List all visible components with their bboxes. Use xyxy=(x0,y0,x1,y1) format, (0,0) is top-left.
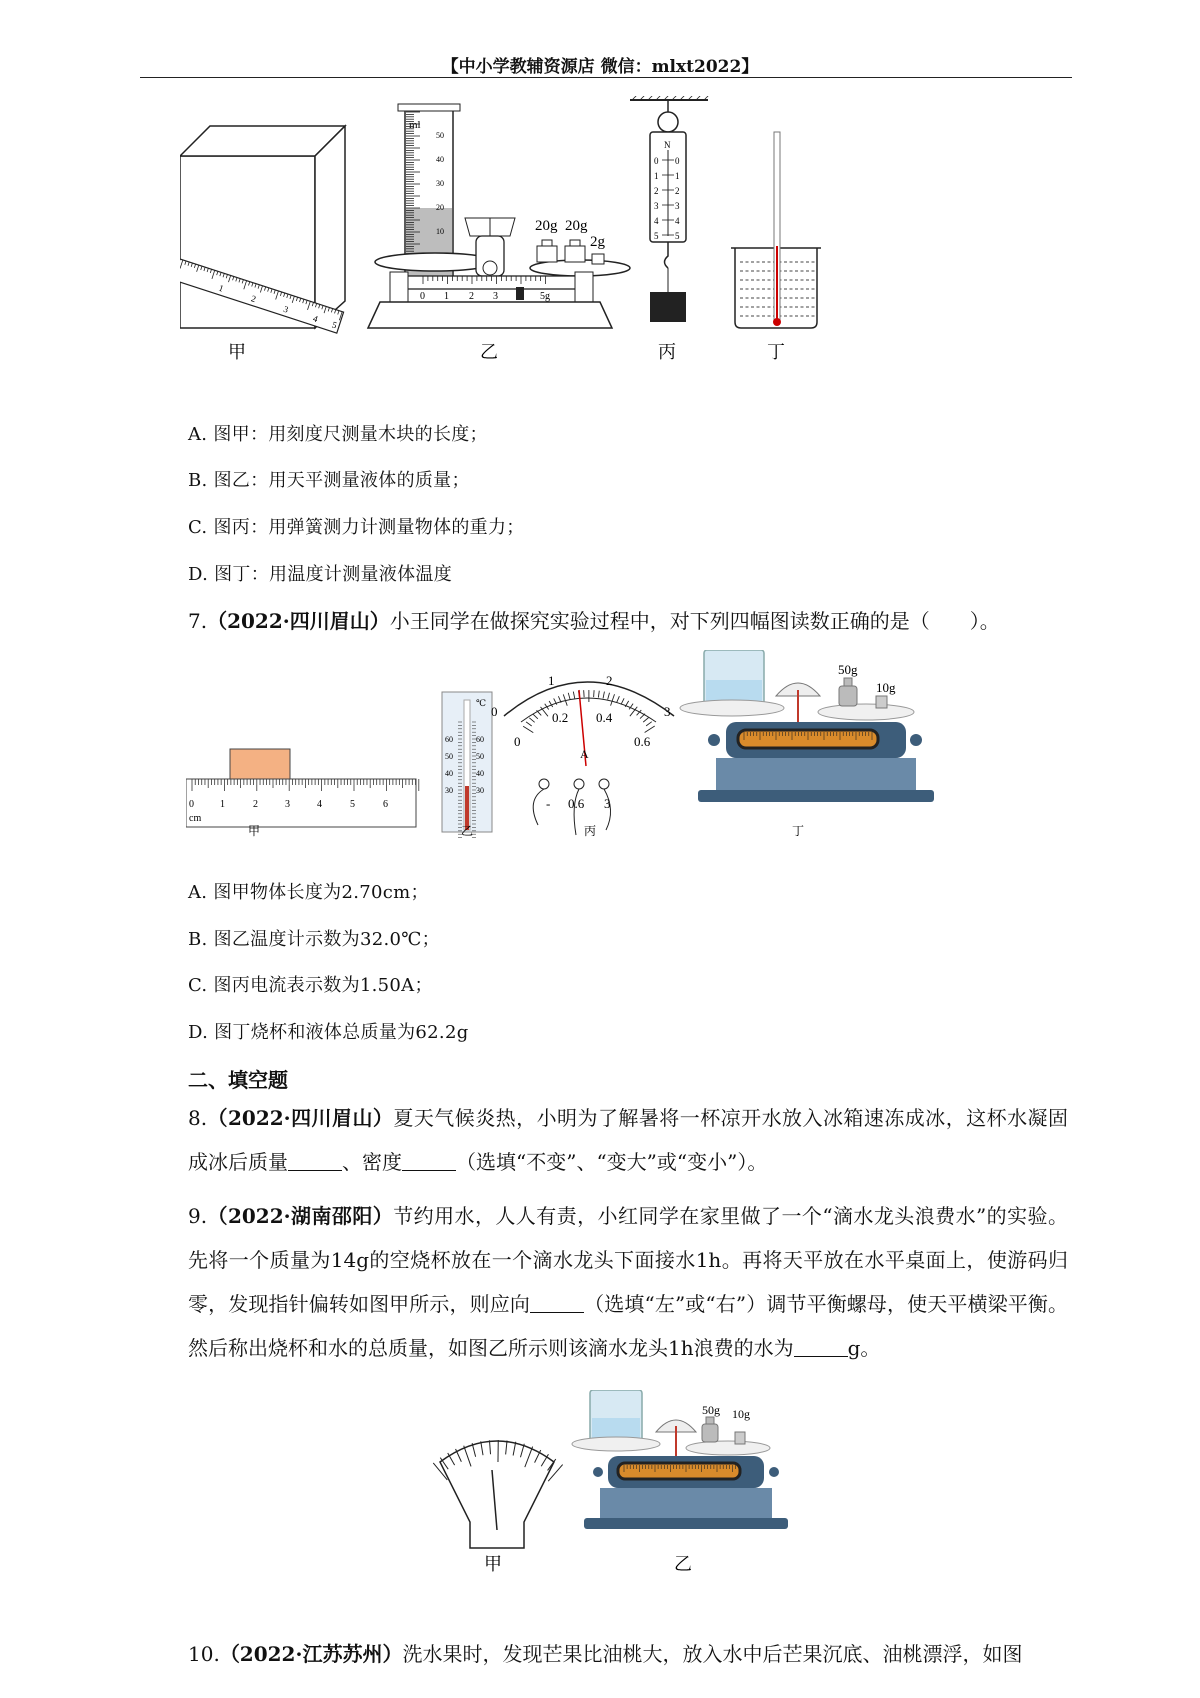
ruler-tick-label: 2 xyxy=(253,799,258,810)
ammeter-bottom-label: 0.4 xyxy=(596,710,613,725)
beam-scale-label: 1 xyxy=(444,291,449,302)
cylinder-tick-label: 40 xyxy=(436,155,444,164)
ruler-tick-label: 1 xyxy=(217,282,225,294)
figure-label: 丁 xyxy=(767,342,785,362)
cylinder-unit: ml xyxy=(409,119,421,131)
weight-label: 10g xyxy=(732,1407,750,1421)
ammeter-terminal-label: - xyxy=(546,796,551,811)
tick-mark xyxy=(640,714,645,719)
spring-scale-tick-label: 5 xyxy=(654,231,659,241)
thermometer-tick-label: 50 xyxy=(445,752,453,761)
spring-scale-diagram xyxy=(630,96,710,322)
question-text: 夏天气候炎热，小明为了解暑将一杯凉开水放入冰箱速冻成冰，这杯水凝固成冰后质量 xyxy=(188,1106,1068,1174)
option-b: B. 图乙温度计示数为32.0℃； xyxy=(188,929,440,950)
ruler-tick-label: 4 xyxy=(317,799,322,810)
tick-mark xyxy=(608,693,610,700)
pointer-dial-diagram xyxy=(433,1440,562,1548)
tick-mark xyxy=(621,698,624,704)
ruler-tick-label: 5 xyxy=(330,319,339,331)
thermometer-tick-label: 40 xyxy=(445,769,453,778)
section-title: 二、填空题 xyxy=(188,1068,288,1092)
ruler-tick-label: 4 xyxy=(311,313,320,325)
question-text: g。 xyxy=(847,1336,881,1360)
answer-blank[interactable] xyxy=(530,1292,584,1313)
question-source: （2022·四川眉山） xyxy=(207,1106,394,1130)
balance-diagram xyxy=(572,1390,788,1529)
spring-scale-tick-label: 4 xyxy=(675,216,680,226)
balance-diagram xyxy=(680,650,934,802)
spring-scale-tick-label: 3 xyxy=(675,201,680,211)
ruler-tick-label: 1 xyxy=(220,799,225,810)
thermometer-tick-label: 40 xyxy=(476,769,484,778)
ammeter-top-label: 1 xyxy=(548,673,555,688)
answer-blank[interactable] xyxy=(288,1150,342,1171)
question-text: 小王同学在做探究实验过程中，对下列四幅图读数正确的是（ ）。 xyxy=(389,609,1000,633)
question-text: （选填“不变”、“变大”或“变小”）。 xyxy=(456,1150,768,1174)
option-a: A. 图甲：用刻度尺测量木块的长度； xyxy=(188,424,488,445)
tick-mark xyxy=(533,714,538,719)
answer-blank[interactable] xyxy=(794,1336,848,1357)
question-number: 10. xyxy=(188,1642,220,1666)
thermometer-in-beaker-diagram xyxy=(731,132,821,328)
tick-mark xyxy=(568,693,570,700)
figure-q6 xyxy=(180,96,1040,396)
cylinder-and-balance-diagram xyxy=(368,104,630,328)
question-text: 洗水果时，发现芒果比油桃大，放入水中后芒果沉底、油桃漂浮，如图 xyxy=(402,1642,1023,1666)
ruler-with-block-diagram xyxy=(186,749,419,827)
beam-scale-label: 2 xyxy=(469,291,474,302)
figure-label: 乙 xyxy=(480,342,498,362)
question-7 xyxy=(188,599,1068,643)
cylinder-tick-label: 10 xyxy=(436,227,444,236)
ruler-tick-label: 5 xyxy=(350,799,355,810)
weight-label: 2g xyxy=(590,234,605,250)
option-d: D. 图丁：用温度计测量液体温度 xyxy=(188,564,453,585)
ammeter-unit: A xyxy=(580,747,589,761)
ruler-tick-label: 3 xyxy=(285,799,290,810)
spring-scale-tick-label: 0 xyxy=(675,156,680,166)
ruler-tick-label: 0 xyxy=(189,799,194,810)
figure-label: 乙 xyxy=(461,824,474,838)
figure-label: 甲 xyxy=(228,342,246,362)
beam-scale-label: 5g xyxy=(540,291,550,302)
tick-mark xyxy=(617,696,620,702)
option-b: B. 图乙：用天平测量液体的质量； xyxy=(188,470,470,491)
weight-label: 20g xyxy=(565,218,588,234)
cylinder-tick-label: 30 xyxy=(436,179,444,188)
spring-scale-tick-label: 4 xyxy=(654,216,659,226)
ammeter-bottom-label: 0.6 xyxy=(634,734,651,749)
question-9 xyxy=(188,1194,1068,1370)
option-c: C. 图丙电流表示数为1.50A； xyxy=(188,975,433,996)
spring-scale-tick-label: 1 xyxy=(654,171,659,181)
question-text: 节约用水，人人有责，小红同学在家里做了一个“滴水龙头浪费水”的实验。先将一个质量为14g的空烧杯放在一个滴水龙头下面接水1h。再将天平放在水平桌面上，使游码归零，发现指针偏转如图甲所示，则应向 xyxy=(188,1204,1068,1316)
figure-label: 甲 xyxy=(484,1554,502,1574)
figure-label: 丙 xyxy=(584,824,597,838)
ammeter-bottom-label: 0.2 xyxy=(552,710,569,725)
thermometer-tick-label: 30 xyxy=(476,786,484,795)
thermometer-tick-label: 30 xyxy=(445,786,453,795)
question-number: 8. xyxy=(188,1106,208,1130)
tick-mark xyxy=(645,726,655,732)
figure-q9 xyxy=(432,1390,832,1590)
ruler-tick-label: 3 xyxy=(282,303,290,315)
ammeter-bottom-label: 0 xyxy=(514,734,521,749)
beam-scale-label: 0 xyxy=(420,291,425,302)
option-c: C. 图丙：用弹簧测力计测量物体的重力； xyxy=(188,517,525,538)
spring-scale-tick-label: 2 xyxy=(675,186,680,196)
tick-mark xyxy=(526,722,532,726)
ammeter-terminal-label: 3 xyxy=(604,796,611,811)
page-header: 【中小学教辅资源店 微信：mlxt2022】 xyxy=(441,57,759,77)
weight-label: 50g xyxy=(702,1403,720,1417)
ammeter-diagram xyxy=(491,673,674,835)
header-divider xyxy=(140,77,1072,78)
tick-mark xyxy=(598,691,599,698)
spring-scale-tick-label: 5 xyxy=(675,231,680,241)
thermometer-diagram xyxy=(442,692,492,840)
thermometer-tick-label: 50 xyxy=(476,752,484,761)
spring-scale-tick-label: 0 xyxy=(654,156,659,166)
ruler-tick-label: 6 xyxy=(383,799,388,810)
ammeter-top-label: 0 xyxy=(491,704,498,719)
ruler-unit: cm xyxy=(189,813,202,824)
cylinder-tick-label: 20 xyxy=(436,203,444,212)
weight-label: 20g xyxy=(535,218,558,234)
tick-mark xyxy=(646,722,652,726)
figure-label: 丁 xyxy=(792,824,805,838)
weight-label: 10g xyxy=(876,680,896,695)
question-10 xyxy=(188,1632,1068,1676)
question-8 xyxy=(188,1096,1068,1184)
question-number: 9. xyxy=(188,1204,208,1228)
option-d: D. 图丁烧杯和液体总质量为62.2g xyxy=(188,1022,469,1043)
tick-mark xyxy=(603,692,604,699)
tick-mark xyxy=(611,694,615,705)
spring-scale-tick-label: 1 xyxy=(675,171,680,181)
figure-q7 xyxy=(186,650,1006,840)
spring-scale-tick-label: 3 xyxy=(654,201,659,211)
figure-label: 丙 xyxy=(658,342,676,362)
spring-scale-tick-label: 2 xyxy=(654,186,659,196)
question-source: （2022·江苏苏州） xyxy=(219,1642,403,1666)
beam-scale-label: 3 xyxy=(493,291,498,302)
ammeter-terminal-label: 0.6 xyxy=(568,796,585,811)
question-source: （2022·四川眉山） xyxy=(207,609,390,633)
figure-label: 甲 xyxy=(248,824,261,838)
question-number: 7. xyxy=(188,609,208,633)
cylinder-tick-label: 50 xyxy=(436,131,444,140)
weight-label: 50g xyxy=(838,662,858,677)
question-text: 、密度 xyxy=(342,1150,402,1174)
ammeter-top-label: 3 xyxy=(664,704,671,719)
question-source: （2022·湖南邵阳） xyxy=(207,1204,394,1228)
tick-mark xyxy=(643,718,648,723)
figure-label: 乙 xyxy=(674,1554,692,1574)
block-with-ruler-diagram xyxy=(180,126,345,333)
option-a: A. 图甲物体长度为2.70cm； xyxy=(188,882,429,903)
thermometer-tick-label: 60 xyxy=(476,735,484,744)
ammeter-top-label: 2 xyxy=(606,673,613,688)
tick-mark xyxy=(573,692,574,699)
question-text: （选填“左”或“右”）调节平衡螺母，使天平横梁平衡。然后称出烧杯和水的总质量，如图乙所示则该滴水龙头1h浪费的水为 xyxy=(188,1292,1068,1360)
answer-blank[interactable] xyxy=(402,1150,456,1171)
thermometer-tick-label: 60 xyxy=(445,735,453,744)
ruler-tick-label: 2 xyxy=(249,293,258,305)
thermometer-unit: ℃ xyxy=(476,698,487,708)
tick-mark xyxy=(523,726,533,732)
spring-scale-unit: N xyxy=(664,140,671,150)
tick-mark xyxy=(529,718,534,723)
